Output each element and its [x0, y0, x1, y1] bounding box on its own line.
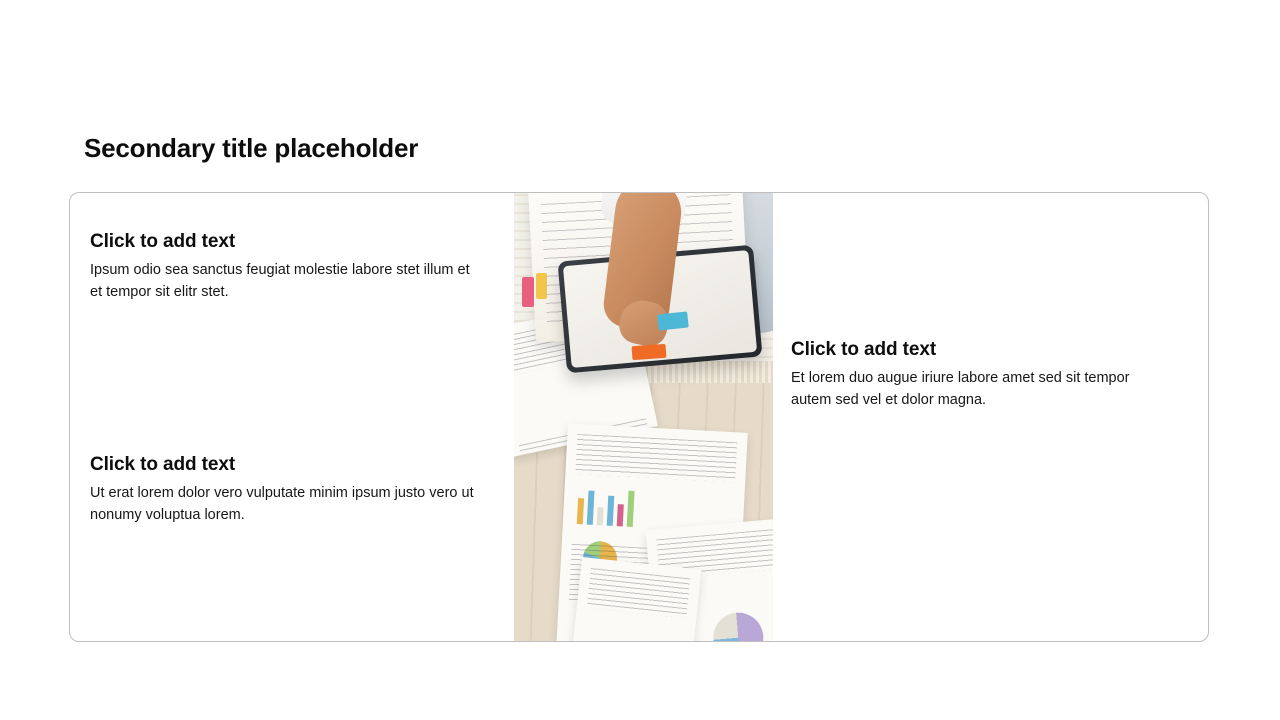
text-block-heading[interactable]: Click to add text: [791, 339, 937, 360]
left-text-column: [70, 193, 514, 641]
bar: [617, 504, 624, 526]
text-block-body[interactable]: Ipsum odio sea sanctus feugiat molestie labore stet illum et et tempor sit elitr stet.: [90, 262, 470, 301]
sticky-tab-orange: [632, 344, 667, 360]
text-block-left-2[interactable]: [90, 454, 484, 527]
content-card: [69, 192, 1209, 642]
bar: [597, 507, 604, 525]
pie-chart-thumbnail: [711, 611, 765, 641]
right-text-column: [773, 193, 1208, 641]
page-title: Secondary title placeholder: [84, 133, 419, 163]
bar: [587, 491, 595, 525]
text-block-left-1[interactable]: [90, 231, 484, 304]
bar-chart-thumbnail: [577, 484, 649, 528]
text-block-right-1[interactable]: [791, 339, 1171, 412]
sticky-tab-yellow: [536, 273, 547, 299]
bar: [627, 491, 635, 527]
text-block-heading[interactable]: Click to add text: [90, 231, 236, 252]
bar: [577, 498, 584, 524]
paper-sheet: [571, 557, 702, 641]
media-column: [514, 193, 773, 641]
sticky-tab-blue: [657, 311, 689, 330]
sticky-tab-pink: [522, 277, 534, 307]
text-block-heading[interactable]: Click to add text: [90, 453, 236, 475]
paper-text-lines: [575, 434, 737, 482]
text-block-body[interactable]: Et lorem duo augue iriure labore amet sed sit tempor autem sed vel et dolor magna.: [791, 370, 1130, 409]
photo-desk-notebook-tablet-charts: [514, 193, 773, 641]
bar: [607, 496, 615, 526]
paper-text-lines: [587, 568, 691, 618]
text-block-body[interactable]: Ut erat lorem dolor vero vulputate minim ipsum justo vero ut nonumy voluptua lorem.: [90, 484, 474, 524]
